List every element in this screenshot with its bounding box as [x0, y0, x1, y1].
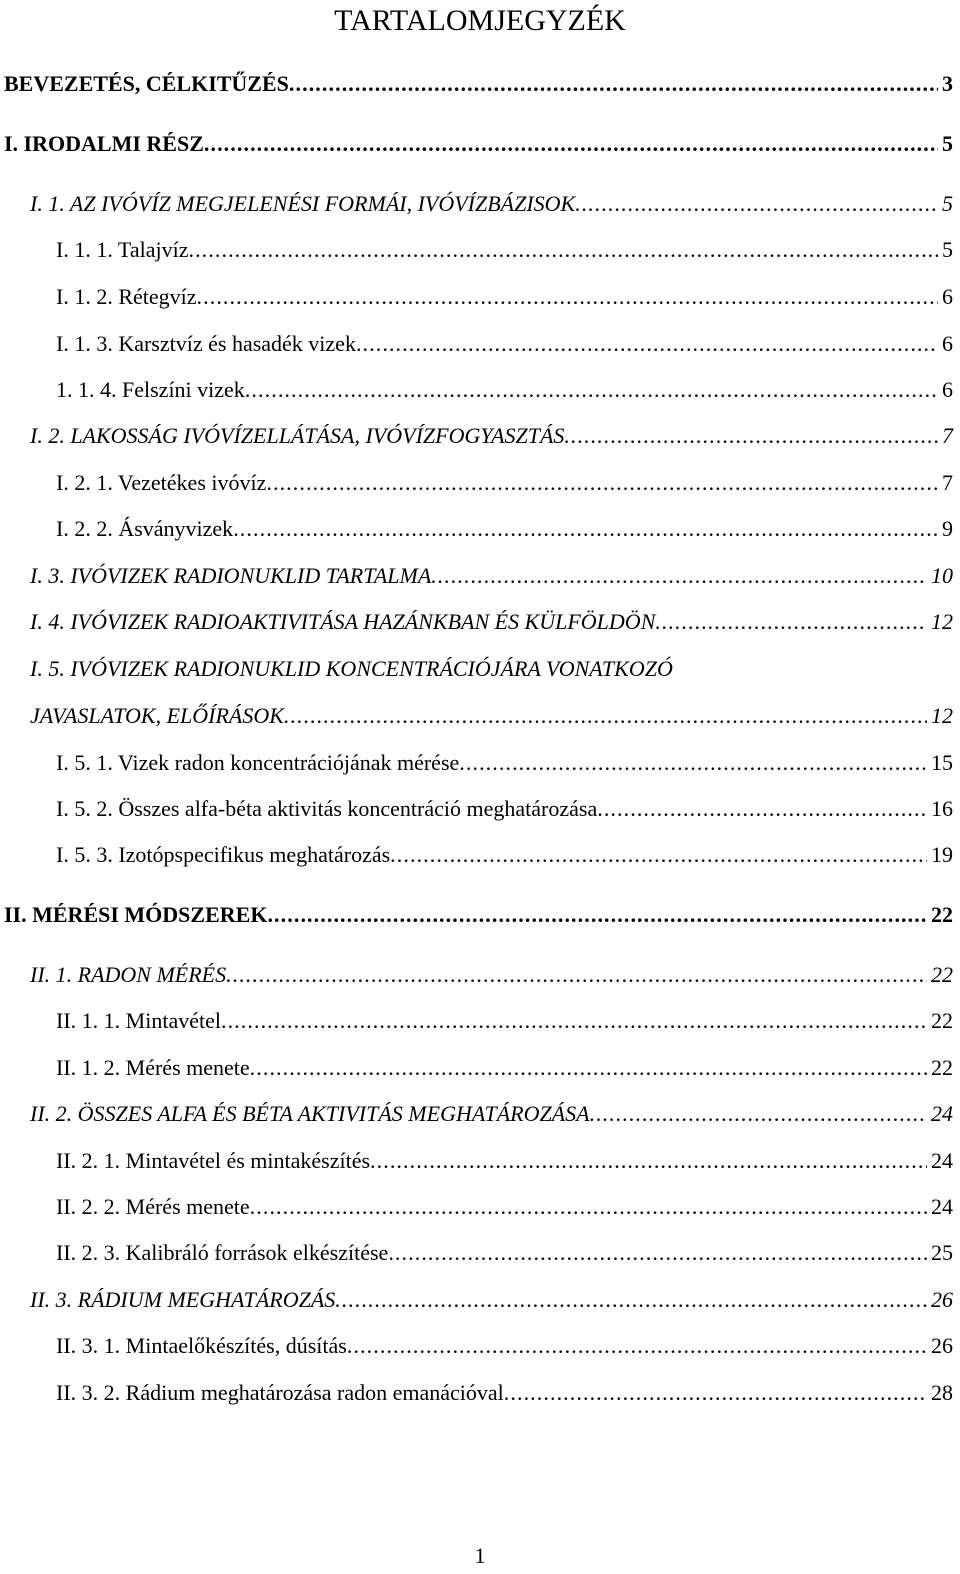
dot-leader — [390, 841, 927, 869]
dot-leader — [655, 608, 927, 636]
toc-entry-page: 16 — [931, 796, 953, 821]
toc-entry[interactable] — [56, 749, 953, 777]
toc-entry-label: I. 1. AZ IVÓVÍZ MEGJELENÉSI FORMÁI, IVÓVÍZBÁZISOK — [30, 191, 576, 216]
dot-leader — [226, 961, 927, 989]
toc-entry-label: I. 2. 2. Ásványvizek — [56, 516, 234, 541]
toc-entry-label: I. 5. 2. Összes alfa-béta aktivitás koncentráció meghatározása — [56, 796, 598, 821]
toc-entry-page: 12 — [931, 703, 953, 728]
toc-entry-page: 5 — [942, 191, 953, 216]
toc-entry[interactable] — [30, 1286, 953, 1314]
toc-entry[interactable] — [56, 1007, 953, 1035]
toc-entry-label: I. 4. IVÓVIZEK RADIOAKTIVITÁSA HAZÁNKBAN ÉS KÜLFÖLDÖN — [30, 609, 656, 634]
toc-entry-page: 6 — [942, 284, 953, 309]
toc-entry-page: 12 — [931, 609, 953, 634]
toc-entry-page: 28 — [931, 1380, 953, 1405]
dot-leader — [197, 283, 938, 311]
toc-entry[interactable] — [56, 1147, 953, 1175]
toc-entry[interactable] — [56, 1239, 953, 1267]
dot-leader — [590, 1100, 927, 1128]
dot-leader — [504, 1379, 927, 1407]
toc-entry-label: II. 3. 2. Rádium meghatározása radon emanációval — [56, 1380, 504, 1405]
dot-leader — [267, 901, 927, 929]
toc-entry-label: I. 1. 1. Talajvíz — [56, 237, 189, 262]
dot-leader — [335, 1286, 927, 1314]
dot-leader — [250, 1193, 927, 1221]
toc-entry-label: II. 2. ÖSSZES ALFA ÉS BÉTA AKTIVITÁS MEGHATÁROZÁSA — [30, 1101, 590, 1126]
toc-entry-page: 24 — [931, 1148, 953, 1173]
dot-leader — [221, 1007, 927, 1035]
dot-leader — [188, 236, 938, 264]
toc-entry-page: 7 — [942, 470, 953, 495]
toc-entry[interactable] — [30, 562, 953, 590]
dot-leader — [370, 1147, 927, 1175]
toc-entry[interactable] — [30, 422, 953, 450]
toc-entry-page: 6 — [942, 377, 953, 402]
toc-entry-label: II. 3. RÁDIUM MEGHATÁROZÁS — [30, 1287, 336, 1312]
toc-entry[interactable] — [56, 283, 953, 311]
dot-leader — [564, 422, 938, 450]
toc-entry-label: II. 2. 2. Mérés menete — [56, 1194, 250, 1219]
dot-leader — [388, 1239, 927, 1267]
toc-entry[interactable] — [4, 70, 953, 98]
toc-entry-page: 24 — [931, 1194, 953, 1219]
toc-entry[interactable] — [56, 795, 953, 823]
toc-entry-page: 22 — [931, 962, 953, 987]
toc-entry[interactable] — [56, 1193, 953, 1221]
toc-entry[interactable] — [56, 515, 953, 543]
toc-entry-label: I. 3. IVÓVIZEK RADIONUKLID TARTALMA — [30, 563, 432, 588]
toc-entry-page: 6 — [942, 331, 953, 356]
toc-entry-page: 10 — [931, 563, 953, 588]
toc-entry[interactable] — [56, 469, 953, 497]
dot-leader — [575, 190, 938, 218]
toc-entry[interactable] — [4, 901, 953, 929]
toc-entry-label: I. 5. 3. Izotópspecifikus meghatározás — [56, 842, 391, 867]
toc-entry-page: 5 — [942, 131, 953, 156]
dot-leader — [284, 702, 927, 730]
toc-entry-label: I. 2. 1. Vezetékes ivóvíz — [56, 470, 267, 495]
toc-entry[interactable] — [56, 1054, 953, 1082]
toc-entry-label: II. 2. 1. Mintavétel és mintakészítés — [56, 1148, 371, 1173]
toc-entry-page: 26 — [931, 1287, 953, 1312]
dot-leader — [459, 749, 927, 777]
toc-entry[interactable] — [56, 1379, 953, 1407]
toc-entry-page: 5 — [942, 237, 953, 262]
dot-leader — [431, 562, 927, 590]
dot-leader — [289, 70, 938, 98]
toc-entry[interactable] — [30, 655, 953, 730]
toc-entry[interactable] — [30, 608, 953, 636]
toc-entry-page: 22 — [931, 902, 953, 927]
dot-leader — [356, 330, 938, 358]
dot-leader — [250, 1054, 927, 1082]
toc-entry-label: II. 2. 3. Kalibráló források elkészítése — [56, 1240, 389, 1265]
toc-entry-label: I. 2. LAKOSSÁG IVÓVÍZELLÁTÁSA, IVÓVÍZFOGYASZTÁS — [30, 423, 565, 448]
toc-entry-label: II. 1. 1. Mintavétel — [56, 1008, 221, 1033]
toc-entry-page: 3 — [942, 71, 953, 96]
dot-leader — [597, 795, 927, 823]
page-title: TARTALOMJEGYZÉK — [334, 4, 626, 37]
toc-entry[interactable] — [4, 130, 953, 158]
dot-leader — [266, 469, 938, 497]
toc-entry-label-line2: JAVASLATOK, ELŐÍRÁSOK — [30, 703, 284, 728]
toc-entry[interactable] — [56, 330, 953, 358]
toc-entry-label: II. 1. 2. Mérés menete — [56, 1055, 250, 1080]
toc-entry-label: BEVEZETÉS, CÉLKITŰZÉS — [4, 71, 289, 96]
toc-entry-page: 19 — [931, 842, 953, 867]
toc-entry[interactable] — [56, 376, 953, 404]
toc-entry[interactable] — [30, 961, 953, 989]
dot-leader — [233, 515, 938, 543]
toc-entry[interactable] — [56, 1332, 953, 1360]
toc-entry[interactable] — [56, 236, 953, 264]
toc-entry-page: 25 — [931, 1240, 953, 1265]
dot-leader — [204, 130, 938, 158]
toc-entry-label: II. 3. 1. Mintaelőkészítés, dúsítás — [56, 1333, 347, 1358]
toc-entry-label: I. 1. 3. Karsztvíz és hasadék vizek — [56, 331, 356, 356]
toc-entry-page: 24 — [931, 1101, 953, 1126]
toc-entry[interactable] — [30, 1100, 953, 1128]
toc-entry-page: 7 — [942, 423, 953, 448]
toc-entry-label: II. MÉRÉSI MÓDSZEREK — [4, 902, 268, 927]
toc-entry-page: 9 — [942, 516, 953, 541]
dot-leader — [347, 1332, 927, 1360]
toc-entry-label: 1. 1. 4. Felszíni vizek — [56, 377, 245, 402]
toc-entry-label: I. IRODALMI RÉSZ — [4, 131, 204, 156]
toc-entry-page: 15 — [931, 750, 953, 775]
toc-entry-page: 26 — [931, 1333, 953, 1358]
toc-entry[interactable] — [56, 841, 953, 869]
toc-entry-label: I. 1. 2. Rétegvíz — [56, 284, 197, 309]
dot-leader — [245, 376, 938, 404]
toc-entry-page: 22 — [931, 1055, 953, 1080]
toc-entry-label: I. 5. 1. Vizek radon koncentrációjának mérése — [56, 750, 460, 775]
toc-entry-label-line1: I. 5. IVÓVIZEK RADIONUKLID KONCENTRÁCIÓJÁRA VONATKOZÓ — [30, 656, 673, 681]
toc-entry-label: II. 1. RADON MÉRÉS — [30, 962, 227, 987]
toc-entry[interactable] — [30, 190, 953, 218]
page-number: 1 — [474, 1543, 486, 1568]
toc-entry-page: 22 — [931, 1008, 953, 1033]
